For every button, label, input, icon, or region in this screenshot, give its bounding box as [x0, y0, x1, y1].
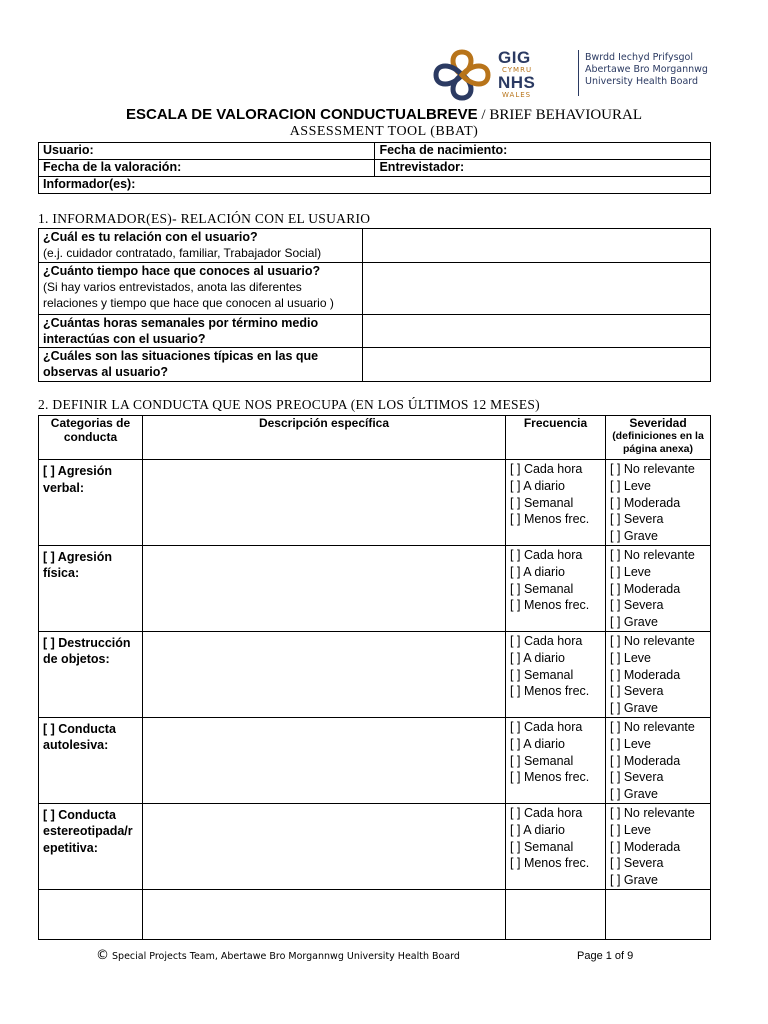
severidad-cell: [606, 460, 711, 546]
logo-board-name: [585, 52, 715, 88]
frecuencia-option[interactable]: [ ] A diario: [510, 478, 565, 493]
answer-situations[interactable]: [362, 348, 710, 382]
informant-table: [38, 228, 711, 382]
severidad-cell: [606, 803, 711, 889]
severidad-option[interactable]: [ ] Leve: [610, 650, 651, 665]
severidad-option[interactable]: [ ] Moderada: [610, 667, 681, 682]
frecuencia-option[interactable]: [ ] Menos frec.: [510, 684, 590, 699]
col-header-frecuencia: Frecuencia: [506, 416, 606, 460]
severidad-option[interactable]: [ ] Grave: [610, 873, 658, 888]
categoria-cell-empty[interactable]: [39, 889, 143, 939]
severidad-option[interactable]: [ ] Severa: [610, 856, 664, 871]
categoria-destruccion-objetos[interactable]: [ ] Destrucción de objetos:: [39, 631, 143, 717]
logo-divider: [578, 50, 579, 96]
frecuencia-option[interactable]: [ ] Semanal: [510, 581, 574, 596]
frecuencia-cell: [506, 545, 606, 631]
title-spanish: ESCALA DE VALORACION CONDUCTUALBREVE: [125, 106, 478, 123]
usuario-field[interactable]: Usuario:: [39, 143, 375, 160]
logo-line-1: Bwrdd Iechyd Prifysgol: [585, 52, 694, 63]
severidad-option[interactable]: [ ] Severa: [610, 770, 664, 785]
table-row: [39, 545, 711, 631]
severidad-option[interactable]: [ ] Severa: [610, 512, 664, 527]
frecuencia-cell-empty[interactable]: [506, 889, 606, 939]
severidad-option[interactable]: [ ] No relevante: [610, 719, 695, 734]
question-relationship: [39, 229, 363, 263]
frecuencia-option[interactable]: [ ] A diario: [510, 650, 565, 665]
col-header-descripcion: Descripción específica: [142, 416, 505, 460]
logo-cymru-text: CYMRU: [502, 66, 533, 74]
frecuencia-cell: [506, 631, 606, 717]
question-time-known: [39, 263, 363, 315]
frecuencia-option[interactable]: [ ] Semanal: [510, 495, 574, 510]
categoria-conducta-autolesiva[interactable]: [ ] Conducta autolesiva:: [39, 717, 143, 803]
severidad-option[interactable]: [ ] Moderada: [610, 581, 681, 596]
question-text: ¿Cuánto tiempo hace que conoces al usuario?: [43, 264, 321, 278]
frecuencia-option[interactable]: [ ] Cada hora: [510, 719, 583, 734]
document-subtitle: ASSESSMENT TOOL (BBAT): [289, 124, 479, 139]
fecha-valoracion-field[interactable]: Fecha de la valoración:: [39, 160, 375, 177]
frecuencia-option[interactable]: [ ] Semanal: [510, 753, 574, 768]
question-text: ¿Cuál es tu relación con el usuario?: [43, 230, 258, 244]
severidad-option[interactable]: [ ] No relevante: [610, 462, 695, 476]
footer-copyright: [96, 948, 460, 963]
frecuencia-cell: [506, 460, 606, 546]
frecuencia-option[interactable]: [ ] A diario: [510, 736, 565, 751]
severidad-option[interactable]: [ ] No relevante: [610, 547, 695, 562]
descripcion-cell[interactable]: [142, 717, 505, 803]
page-number: Page 1 of 9: [577, 950, 634, 962]
severidad-cell-empty[interactable]: [606, 889, 711, 939]
severidad-option[interactable]: [ ] Leve: [610, 564, 651, 579]
table-row-empty: [39, 889, 711, 939]
question-weekly-hours: [39, 315, 363, 348]
frecuencia-option[interactable]: [ ] Cada hora: [510, 547, 583, 562]
answer-weekly-hours[interactable]: [362, 315, 710, 348]
table-row: [39, 631, 711, 717]
descripcion-cell[interactable]: [142, 631, 505, 717]
question-note: (Si hay varios entrevistados, anota las diferentes relaciones y tiempo que hace que conocen al usuario ): [43, 280, 334, 310]
categoria-agresion-verbal[interactable]: [ ] Agresión verbal:: [39, 460, 143, 546]
fecha-nacimiento-field[interactable]: Fecha de nacimiento:: [375, 143, 711, 160]
severidad-option[interactable]: [ ] Severa: [610, 684, 664, 699]
section-2-heading: 2. DEFINIR LA CONDUCTA QUE NOS PREOCUPA (EN LOS ÚLTIMOS 12 MESES): [38, 397, 540, 412]
section-1-heading: 1. INFORMADOR(ES)- RELACIÓN CON EL USUARIO: [38, 211, 371, 226]
col-header-severidad: [606, 416, 711, 460]
celtic-knot-icon: [430, 46, 494, 104]
footer-text: Special Projects Team, Abertawe Bro Morgannwg University Health Board: [112, 951, 460, 962]
health-board-logo: [430, 46, 708, 104]
descripcion-cell[interactable]: [142, 889, 505, 939]
frecuencia-option[interactable]: [ ] Cada hora: [510, 633, 583, 648]
severidad-option[interactable]: [ ] Moderada: [610, 839, 681, 854]
logo-line-2: Abertawe Bro Morgannwg: [585, 64, 708, 75]
copyright-symbol: ©: [96, 948, 109, 963]
severidad-note: (definiciones en la página anexa): [612, 430, 704, 455]
table-row: [39, 460, 711, 546]
frecuencia-option[interactable]: [ ] A diario: [510, 822, 565, 837]
severidad-option[interactable]: [ ] Grave: [610, 787, 658, 802]
question-note: (e.j. cuidador contratado, familiar, Trabajador Social): [43, 246, 322, 260]
severidad-option[interactable]: [ ] No relevante: [610, 805, 695, 820]
categoria-conducta-estereotipada[interactable]: [ ] Conducta estereotipada/r epetitiva:: [39, 803, 143, 889]
frecuencia-option[interactable]: [ ] Semanal: [510, 839, 574, 854]
descripcion-cell[interactable]: [142, 803, 505, 889]
severidad-cell: [606, 631, 711, 717]
severidad-option[interactable]: [ ] Leve: [610, 822, 651, 837]
table-row: [39, 717, 711, 803]
answer-time-known[interactable]: [362, 263, 710, 315]
patient-info-table: [38, 142, 711, 194]
logo-gig-text: GIG: [498, 48, 531, 67]
question-situations: [39, 348, 363, 382]
descripcion-cell[interactable]: [142, 460, 505, 546]
logo-wales-text: WALES: [502, 91, 532, 99]
severidad-option[interactable]: [ ] Grave: [610, 529, 658, 544]
severidad-option[interactable]: [ ] Severa: [610, 598, 664, 613]
frecuencia-option[interactable]: [ ] Semanal: [510, 667, 574, 682]
severidad-cell: [606, 717, 711, 803]
informadores-field[interactable]: Informador(es):: [39, 177, 711, 194]
categoria-agresion-fisica[interactable]: [ ] Agresión física:: [39, 545, 143, 631]
frecuencia-option[interactable]: [ ] Cada hora: [510, 805, 583, 820]
frecuencia-option[interactable]: [ ] Menos frec.: [510, 770, 590, 785]
frecuencia-option[interactable]: [ ] A diario: [510, 564, 565, 579]
severidad-option[interactable]: [ ] Leve: [610, 478, 651, 493]
logo-nhs-text: NHS: [498, 73, 536, 92]
col-header-categoria: Categorias de conducta: [39, 416, 143, 460]
table-row: [39, 803, 711, 889]
question-text: ¿Cuáles son las situaciones típicas en las que observas al usuario?: [43, 349, 319, 379]
severidad-cell: [606, 545, 711, 631]
behaviour-table: [38, 415, 711, 940]
entrevistador-field[interactable]: Entrevistador:: [375, 160, 711, 177]
frecuencia-cell: [506, 717, 606, 803]
severidad-option[interactable]: [ ] No relevante: [610, 633, 695, 648]
answer-relationship[interactable]: [362, 229, 710, 263]
frecuencia-option[interactable]: [ ] Menos frec.: [510, 856, 590, 871]
severidad-option[interactable]: [ ] Moderada: [610, 495, 681, 510]
frecuencia-cell: [506, 803, 606, 889]
frecuencia-option[interactable]: [ ] Menos frec.: [510, 598, 590, 613]
severidad-option[interactable]: [ ] Grave: [610, 701, 658, 716]
descripcion-cell[interactable]: [142, 545, 505, 631]
question-text: ¿Cuántas horas semanales por término medio interactúas con el usuario?: [43, 316, 319, 346]
document-title: [0, 106, 768, 124]
severidad-option[interactable]: [ ] Grave: [610, 615, 658, 630]
frecuencia-option[interactable]: [ ] Menos frec.: [510, 512, 590, 527]
logo-line-3: University Health Board: [585, 76, 699, 87]
severidad-title: Severidad: [629, 416, 687, 430]
title-english: / BRIEF BEHAVIOURAL: [477, 107, 642, 123]
frecuencia-option[interactable]: [ ] Cada hora: [510, 462, 583, 476]
severidad-option[interactable]: [ ] Moderada: [610, 753, 681, 768]
severidad-option[interactable]: [ ] Leve: [610, 736, 651, 751]
